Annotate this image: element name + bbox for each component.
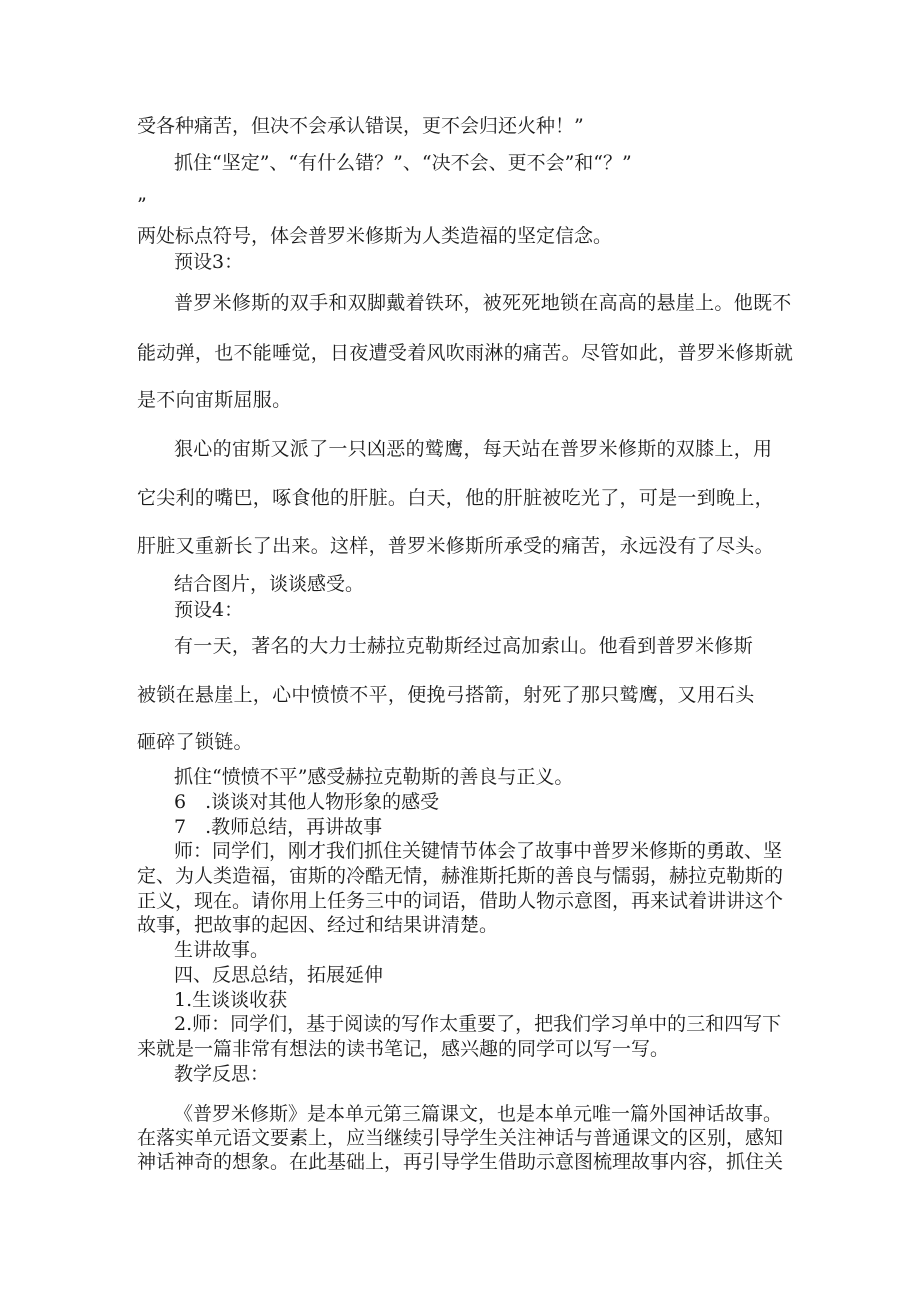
text-line: 来就是一篇非常有想法的读书笔记，感兴趣的同学可以写一写。 (137, 1038, 670, 1060)
text-line: 受各种痛苦，但决不会承认错误，更不会归还火种！” (137, 115, 584, 137)
text-line: 2.师：同学们，基于阅读的写作太重要了，把我们学习单中的三和四写下 (174, 1013, 782, 1035)
text-line: 预设4： (174, 599, 244, 621)
section-heading: 教学反思： (174, 1063, 270, 1085)
text-line: 结合图片，谈谈感受。 (174, 573, 365, 595)
quote-line: 有一天，著名的大力士赫拉克勒斯经过高加索山。他看到普罗米修斯 (174, 635, 754, 657)
text-line: 1.生谈谈收获 (174, 989, 288, 1011)
quote-line: 普罗米修斯的双手和双脚戴着铁环，被死死地锁在高高的悬崖上。他既不 (174, 292, 792, 314)
quote-line: 肝脏又重新长了出来。这样，普罗米修斯所承受的痛苦，永远没有了尽头。 (137, 535, 774, 557)
text-line: 生讲故事。 (174, 939, 270, 961)
text-line: 故事，把故事的起因、经过和结果讲清楚。 (137, 914, 499, 936)
text-line: 定、为人类造福，宙斯的冷酷无情，赫淮斯托斯的善良与懦弱，赫拉克勒斯的 (137, 865, 784, 887)
text-line: 神话神奇的想象。在此基础上，再引导学生借助示意图梳理故事内容，抓住关 (137, 1151, 784, 1173)
text-line: 师：同学们，刚才我们抓住关键情节体会了故事中普罗米修斯的勇敢、坚 (174, 840, 783, 862)
text-line: 预设3： (174, 251, 244, 273)
text-line: 6 .谈谈对其他人物形象的感受 (174, 791, 440, 813)
quote-line: 是不向宙斯屈服。 (137, 389, 292, 411)
quote-line: 狠心的宙斯又派了一只凶恶的鹫鹰，每天站在普罗米修斯的双膝上，用 (174, 438, 773, 460)
quote-line: 砸碎了锁链。 (137, 731, 253, 753)
text-line: ” (137, 194, 147, 216)
text-line: 在落实单元语文要素上，应当继续引导学生关注神话与普通课文的区别，感知 (137, 1127, 784, 1149)
text-line: 两处标点符号，体会普罗米修斯为人类造福的坚定信念。 (137, 225, 613, 247)
text-line: 7 .教师总结，再讲故事 (174, 816, 383, 838)
text-line: 正义，现在。请你用上任务三中的词语，借助人物示意图，再来试着讲讲这个 (137, 890, 784, 912)
text-line: 抓住“坚定”、“有什么错？”、“决不会、更不会”和“？” (174, 152, 632, 174)
quote-line: 它尖利的嘴巴，啄食他的肝脏。白天，他的肝脏被吃光了，可是一到晚上， (137, 487, 774, 509)
quote-line: 能动弹，也不能唾觉，日夜遭受着风吹雨淋的痛苦。尽管如此，普罗米修斯就 (137, 342, 794, 364)
quote-line: 被锁在悬崖上，心中愤愤不平，便挽弓搭箭，射死了那只鹫鹰，又用石头 (137, 684, 755, 706)
text-line: 《普罗米修斯》是本单元第三篇课文，也是本单元唯一篇外国神话故事。 (174, 1103, 783, 1125)
text-line: 抓住“愤愤不平”感受赫拉克勒斯的善良与正义。 (174, 766, 574, 788)
section-heading: 四、反思总结，拓展延伸 (174, 964, 384, 986)
